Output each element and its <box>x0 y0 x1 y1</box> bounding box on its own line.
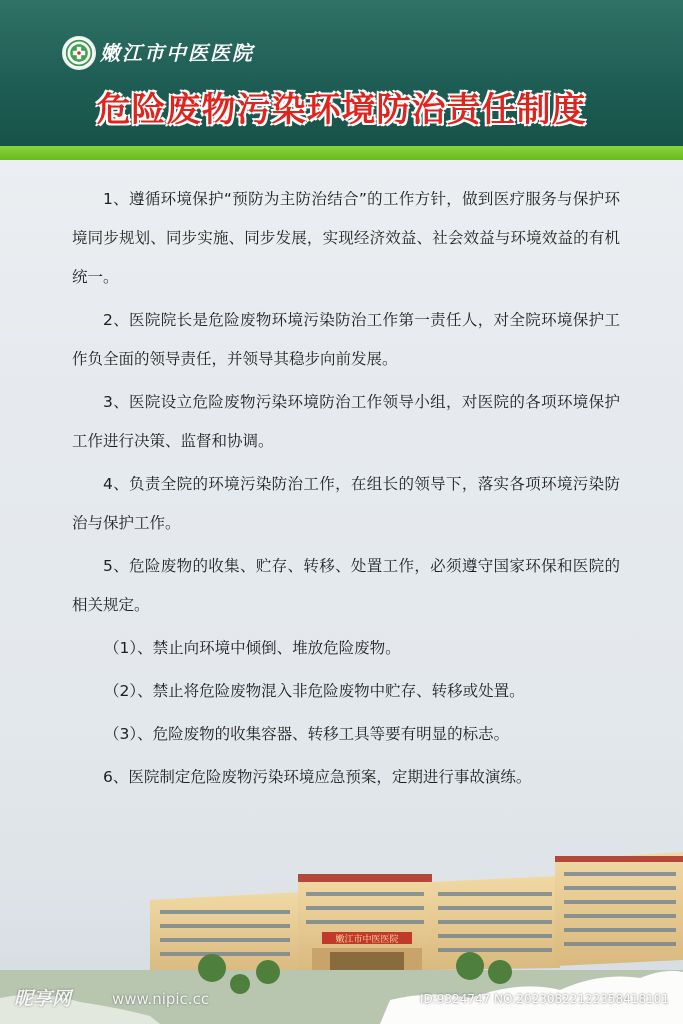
policy-paragraph-6: 6、医院制定危险废物污染环境应急预案，定期进行事故演练。 <box>103 768 532 786</box>
policy-sub-item-1: （1）、禁止向环境中倾倒、堆放危险废物。 <box>104 639 401 657</box>
policy-sub-item-3: （3）、危险废物的收集容器、转移工具等要有明显的标志。 <box>104 725 510 743</box>
policy-paragraph-1: 1、遵循环境保护“预防为主防治结合”的工作方针，做到医疗服务与保护环境同步规划、同步实施、同步发展，实现经济效益、社会效益与环境效益的有机统一。 <box>72 190 620 286</box>
hospital-name: 嫩江市中医医院 <box>100 41 254 65</box>
building-sign-text: 嫩江市中医医院 <box>335 935 399 945</box>
watermark-url: www.nipic.cc <box>112 990 210 1008</box>
watermark-site-name: 昵享网 <box>14 988 72 1010</box>
page-title: 危险废物污染环境防治责任制度 <box>96 90 587 130</box>
policy-sub-item-2: （2）、禁止将危险废物混入非危险废物中贮存、转移或处置。 <box>104 682 525 700</box>
policy-content <box>72 180 620 801</box>
policy-paragraph-4: 4、负责全院的环境污染防治工作，在组长的领导下，落实各项环境污染防治与保护工作。 <box>72 475 620 532</box>
policy-paragraph-2: 2、医院院长是危险废物环境污染防治工作第一责任人，对全院环境保护工作负全面的领导责任，并领导其稳步向前发展。 <box>72 311 620 368</box>
watermark-id: ID:9324747 NO:20230822122358418101 <box>419 992 669 1006</box>
green-divider-strip <box>0 146 683 160</box>
hospital-emblem-icon <box>62 36 96 70</box>
policy-paragraph-5: 5、危险废物的收集、贮存、转移、处置工作，必须遵守国家环保和医院的相关规定。 <box>72 557 620 614</box>
policy-paragraph-3: 3、医院设立危险废物污染环境防治工作领导小组，对医院的各项环境保护工作进行决策、监督和协调。 <box>72 393 620 450</box>
